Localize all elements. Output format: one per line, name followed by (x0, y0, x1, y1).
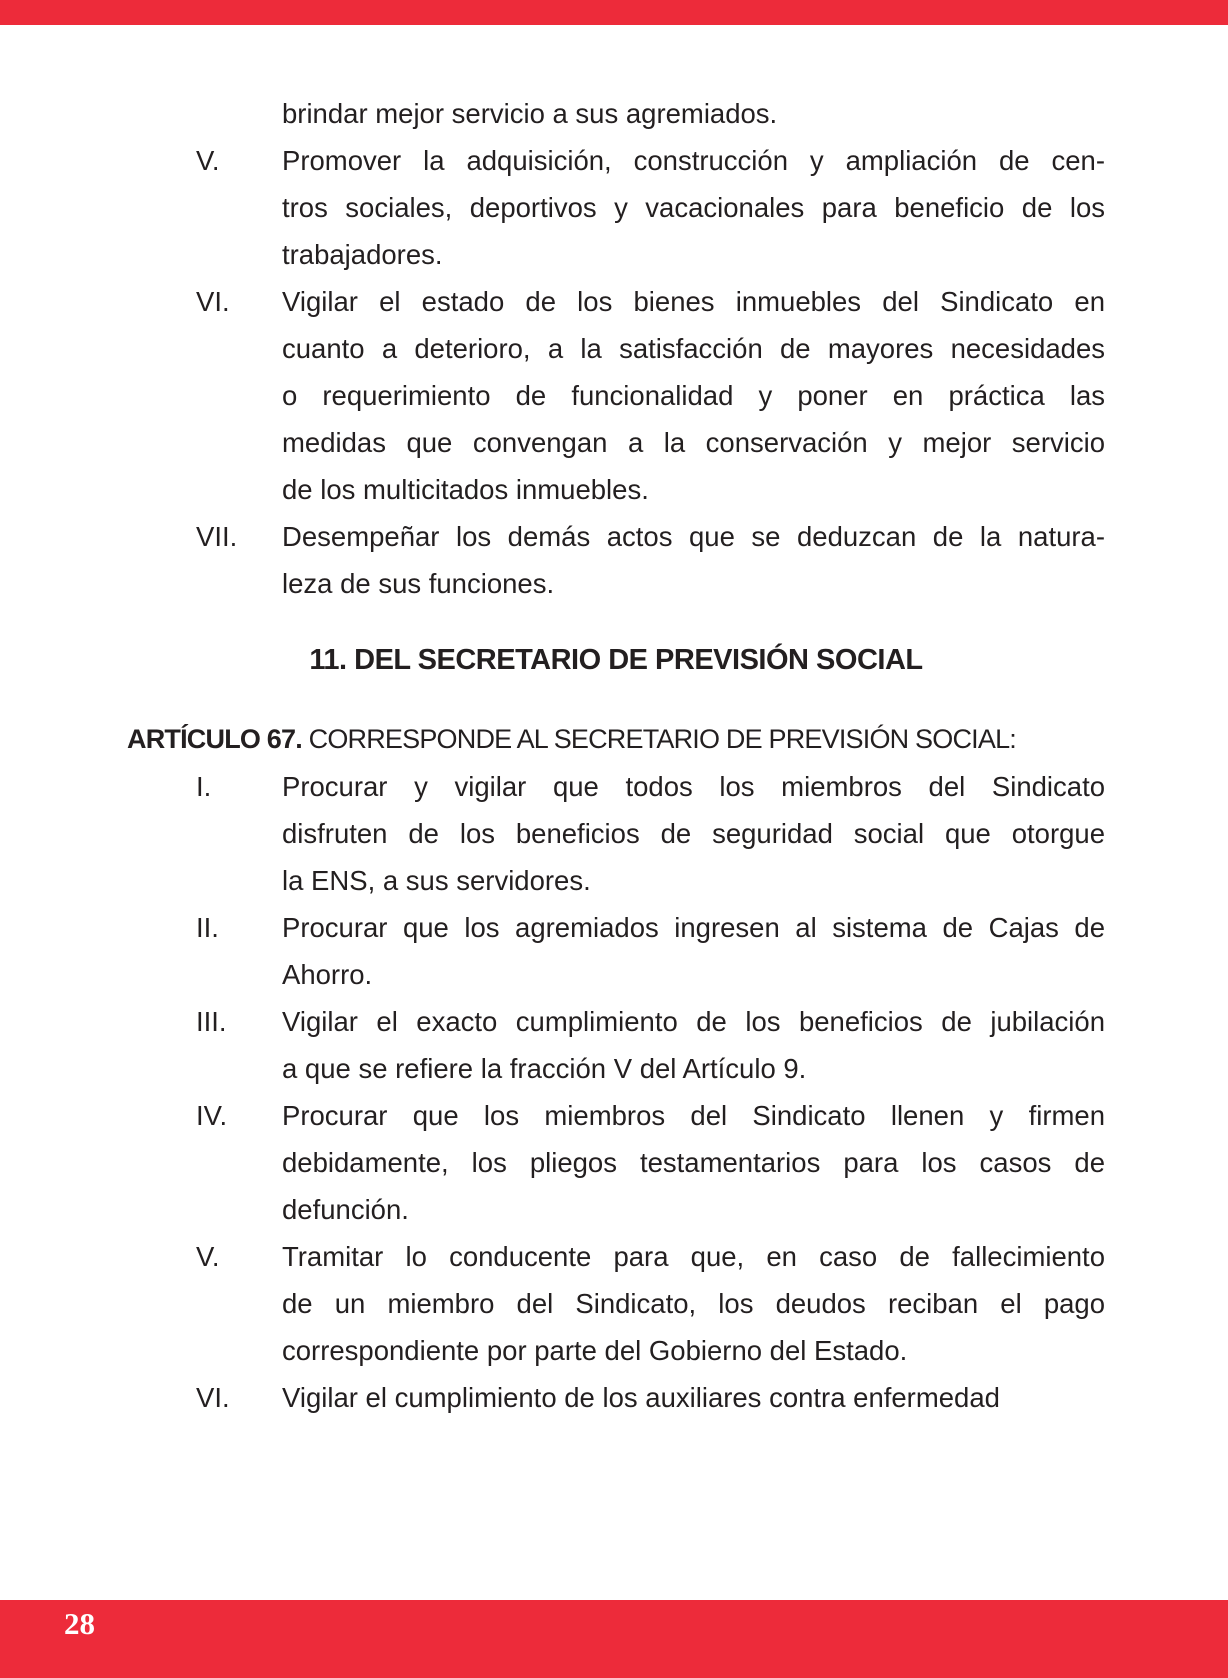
list-item (127, 1092, 1105, 1233)
item-numeral: VI. (196, 1382, 230, 1413)
list-item (127, 278, 1105, 513)
item-numeral: I. (196, 771, 212, 802)
list-item (127, 998, 1105, 1092)
item-text (282, 278, 1105, 513)
list-item (127, 137, 1105, 278)
text-line: a que se refiere la fracción V del Artículo 9. (282, 1053, 807, 1084)
item-text (282, 90, 1105, 137)
item-numeral: VII. (196, 521, 238, 552)
text-line: debidamente, los pliegos testamentarios para los casos de (282, 1147, 1105, 1178)
list-item (127, 1374, 1105, 1421)
text-line: Procurar que los miembros del Sindicato llenen y firmen (282, 1100, 1105, 1131)
article-paragraph (127, 716, 1105, 763)
text-line: correspondiente por parte del Gobierno del Estado. (282, 1335, 908, 1366)
text-line: Ahorro. (282, 959, 373, 990)
item-text (282, 513, 1105, 607)
text-line: cuanto a deterioro, a la satisfacción de mayores necesidades (282, 333, 1105, 364)
item-numeral: IV. (196, 1100, 228, 1131)
list-item (127, 904, 1105, 998)
list-item (127, 90, 1105, 137)
item-numeral: VI. (196, 286, 230, 317)
section-heading: 11. DEL SECRETARIO DE PREVISIÓN SOCIAL (309, 644, 923, 676)
footer-bar (0, 1600, 1228, 1678)
item-text (282, 763, 1105, 904)
text-line: tros sociales, deportivos y vacacionales para beneficio de los (282, 192, 1105, 223)
text-line: trabajadores. (282, 239, 443, 270)
text-line: de los multicitados inmuebles. (282, 474, 649, 505)
item-text (282, 1374, 1105, 1421)
content-area (127, 90, 1105, 1421)
item-numeral: III. (196, 1006, 227, 1037)
text-line: Procurar que los agremiados ingresen al sistema de Cajas de (282, 912, 1105, 943)
article-label: ARTÍCULO 67. (127, 724, 302, 754)
list-article (127, 763, 1105, 1421)
text-line: Procurar y vigilar que todos los miembros del Sindicato (282, 771, 1105, 802)
item-text (282, 1092, 1105, 1233)
item-numeral (127, 90, 282, 137)
article-text: CORRESPONDE AL SECRETARIO DE PREVISIÓN SOCIAL: (301, 724, 1016, 754)
text-line: Vigilar el exacto cumplimiento de los beneficios de jubilación (282, 1006, 1105, 1037)
item-numeral: V. (196, 1241, 220, 1272)
item-text (282, 904, 1105, 998)
item-numeral: II. (196, 912, 219, 943)
item-text (282, 998, 1105, 1092)
list-item (127, 513, 1105, 607)
page-number: 28 (64, 1606, 95, 1641)
text-line: medidas que convengan a la conservación y mejor servicio (282, 427, 1105, 458)
list-item (127, 1233, 1105, 1374)
text-line: o requerimiento de funcionalidad y poner en práctica las (282, 380, 1105, 411)
list-item (127, 763, 1105, 904)
text-line: leza de sus funciones. (282, 568, 555, 599)
text-line: defunción. (282, 1194, 409, 1225)
text-line: Vigilar el cumplimiento de los auxiliares contra enfermedad (282, 1382, 1000, 1413)
text-line: Vigilar el estado de los bienes inmuebles del Sindicato en (282, 286, 1105, 317)
item-numeral: V. (196, 145, 220, 176)
text-line: Promover la adquisición, construcción y ampliación de cen- (282, 145, 1105, 176)
text-line: la ENS, a sus servidores. (282, 865, 591, 896)
text-line: Desempeñar los demás actos que se deduzcan de la natura- (282, 521, 1105, 552)
list-top (127, 90, 1105, 607)
text-line: brindar mejor servicio a sus agremiados. (282, 98, 778, 129)
item-text (282, 1233, 1105, 1374)
text-line: disfruten de los beneficios de seguridad social que otorgue (282, 818, 1105, 849)
text-line: Tramitar lo conducente para que, en caso de fallecimiento (282, 1241, 1105, 1272)
item-text (282, 137, 1105, 278)
text-line: de un miembro del Sindicato, los deudos reciban el pago (282, 1288, 1105, 1319)
top-accent-bar (0, 0, 1228, 25)
